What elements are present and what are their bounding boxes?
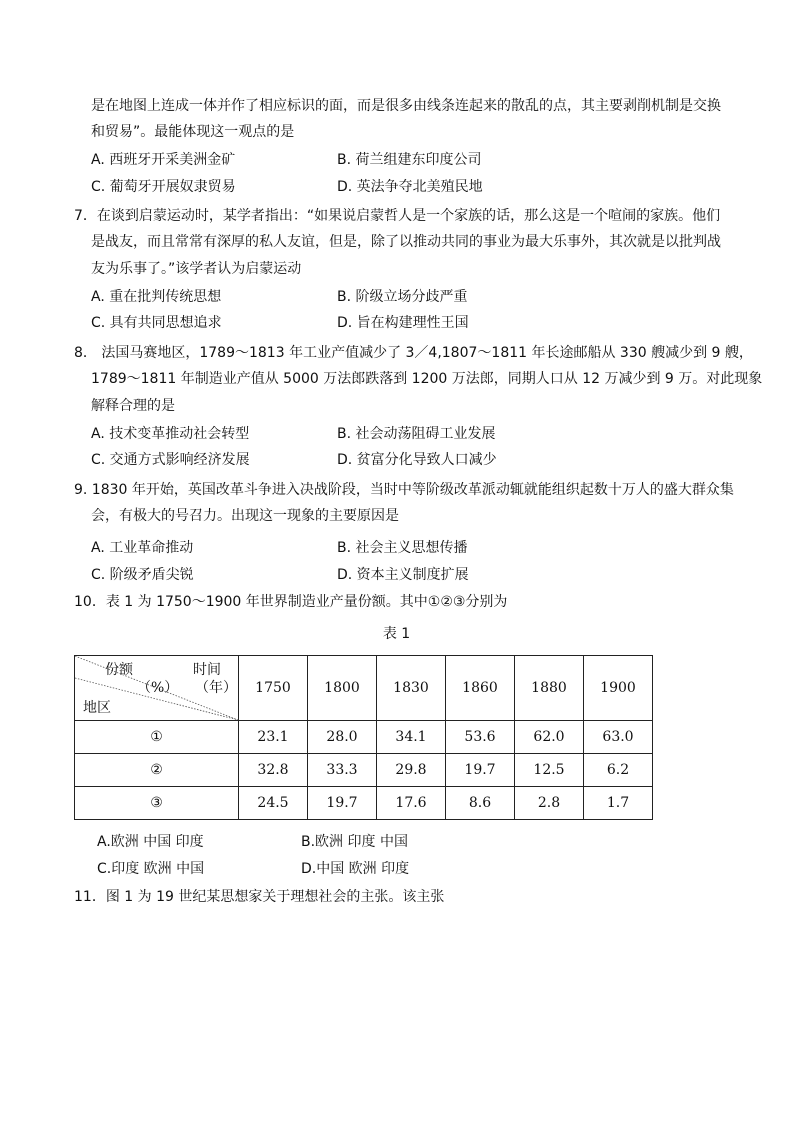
table-cell: 12.5 (515, 754, 584, 787)
q8-option-b: B. 社会动荡阻碍工业发展 (337, 426, 496, 442)
table-cell: 29.8 (377, 754, 446, 787)
table-cell: 17.6 (377, 787, 446, 820)
q7-option-a: A. 重在批判传统思想 (91, 289, 222, 305)
q9-option-c: C. 阶级矛盾尖锐 (91, 567, 194, 583)
q10-stem-line-1: 10．表 1 为 1750～1900 年世界制造业产量份额。其中①②③分别为 (74, 594, 508, 610)
q7-stem-line-1: 7．在谈到启蒙运动时，某学者指出：“如果说启蒙哲人是一个家族的话，那么这是一个喧闹的家族。他们 (74, 208, 721, 224)
q9-stem-line-1: 9. 1830 年开始，英国改革斗争进入决战阶段，当时中等阶级改革派动辄就能组织起数十万人的盛大群众集 (74, 482, 734, 498)
corner-year-label: （年） (195, 680, 237, 696)
manufacturing-share-table (74, 655, 653, 820)
corner-time-label: 时间 (193, 662, 221, 678)
q9-option-d: D. 资本主义制度扩展 (337, 567, 469, 583)
year-header: 1900 (584, 656, 653, 721)
q8-stem-line-3: 解释合理的是 (91, 398, 175, 414)
q6-stem-line-1: 是在地图上连成一体并作了相应标识的面，而是很多由线条连起来的散乱的点，其主要剥削机制是交换 (91, 98, 721, 114)
table-cell: 24.5 (239, 787, 308, 820)
table-cell: 28.0 (308, 721, 377, 754)
q9-option-a: A. 工业革命推动 (91, 540, 194, 556)
q6-option-c: C. 葡萄牙开展奴隶贸易 (91, 179, 236, 195)
table-header-row (75, 656, 653, 721)
table-caption: 表 1 (382, 626, 411, 642)
year-header: 1750 (239, 656, 308, 721)
table-cell: 1.7 (584, 787, 653, 820)
q10-option-c: C.印度 欧洲 中国 (97, 861, 205, 877)
q7-option-c: C. 具有共同思想追求 (91, 315, 222, 331)
table-cell: 62.0 (515, 721, 584, 754)
q6-stem-line-2: 和贸易”。最能体现这一观点的是 (91, 124, 295, 140)
q8-option-c: C. 交通方式影响经济发展 (91, 452, 250, 468)
q10-option-d: D.中国 欧洲 印度 (301, 861, 410, 877)
table-row (75, 721, 653, 754)
table-cell: 8.6 (446, 787, 515, 820)
q8-stem-line-1: 8． 法国马赛地区，1789～1813 年工业产值减少了 3／4,1807～1811 年长途邮船从 330 艘减少到 9 艘， (74, 345, 753, 361)
q9-stem-line-2: 会，有极大的号召力。出现这一现象的主要原因是 (91, 508, 399, 524)
q10-option-b: B.欧洲 印度 中国 (301, 834, 408, 850)
table-cell: 19.7 (446, 754, 515, 787)
q8-option-d: D. 贫富分化导致人口减少 (337, 452, 497, 468)
table-corner-cell (75, 656, 239, 721)
q7-stem-line-2: 是战友，而且常常有深厚的私人友谊，但是，除了以推动共同的事业为最大乐事外，其次就是以批判战 (91, 234, 721, 250)
q9-option-b: B. 社会主义思想传播 (337, 540, 468, 556)
q10-option-a: A.欧洲 中国 印度 (97, 834, 204, 850)
corner-share-label: 份额 (105, 662, 133, 678)
table-cell: 63.0 (584, 721, 653, 754)
q6-option-d: D. 英法争夺北美殖民地 (337, 179, 483, 195)
table-cell: 33.3 (308, 754, 377, 787)
table-cell: 6.2 (584, 754, 653, 787)
q8-stem-line-2: 1789～1811 年制造业产值从 5000 万法郎跌落到 1200 万法郎，同期人口从 12 万减少到 9 万。对此现象 (91, 371, 763, 387)
table-cell: 34.1 (377, 721, 446, 754)
table-cell: 32.8 (239, 754, 308, 787)
q11-stem-line-1: 11．图 1 为 19 世纪某思想家关于理想社会的主张。该主张 (74, 889, 445, 905)
q7-stem-line-3: 友为乐事了。”该学者认为启蒙运动 (91, 261, 302, 277)
corner-region-label: 地区 (83, 700, 111, 716)
year-header: 1860 (446, 656, 515, 721)
table-cell: 23.1 (239, 721, 308, 754)
table-row (75, 787, 653, 820)
q6-option-a: A. 西班牙开采美洲金矿 (91, 152, 236, 168)
row-label: ② (75, 754, 239, 787)
q6-option-b: B. 荷兰组建东印度公司 (337, 152, 482, 168)
table-cell: 19.7 (308, 787, 377, 820)
q7-option-d: D. 旨在构建理性王国 (337, 315, 469, 331)
year-header: 1830 (377, 656, 446, 721)
table-cell: 2.8 (515, 787, 584, 820)
corner-percent-label: （%） (137, 680, 179, 696)
row-label: ① (75, 721, 239, 754)
row-label: ③ (75, 787, 239, 820)
q7-option-b: B. 阶级立场分歧严重 (337, 289, 468, 305)
table-cell: 53.6 (446, 721, 515, 754)
year-header: 1800 (308, 656, 377, 721)
q8-option-a: A. 技术变革推动社会转型 (91, 426, 250, 442)
year-header: 1880 (515, 656, 584, 721)
table-row (75, 754, 653, 787)
